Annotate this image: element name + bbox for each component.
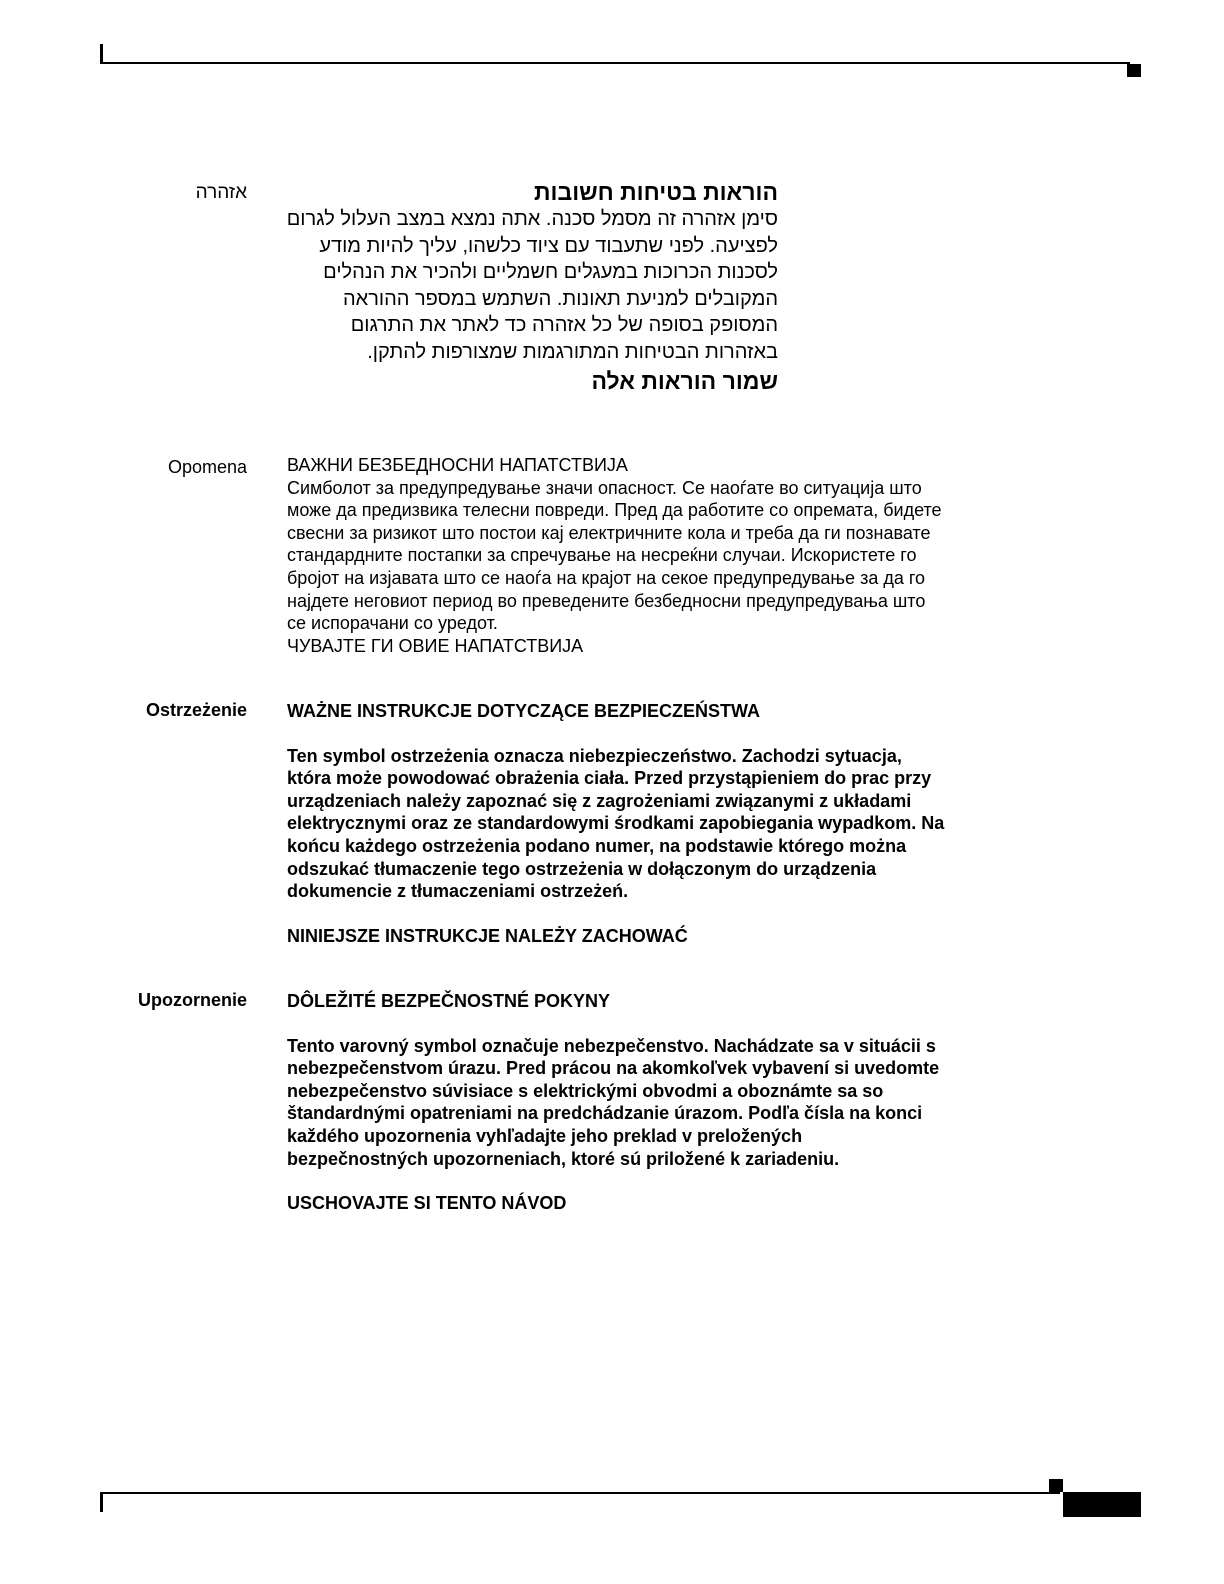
footer-left-tick [100,1492,103,1512]
header-corner-block [1127,64,1141,77]
polish-warning-title: WAŻNE INSTRUKCJE DOTYCZĄCE BEZPIECZEŃSTWA [287,701,761,721]
hebrew-warning-block [278,178,778,395]
header-rule [100,62,1130,64]
macedonian-warning-save: ЧУВАЈТЕ ГИ ОВИЕ НАПАТСТВИЈА [287,635,584,656]
polish-warning-body: Ten symbol ostrzeżenia oznacza niebezpieczeństwo. Zachodzi sytuacja, która może powodować obrażenia ciała. Przed przystąpieniem do prac przy urządzeniach należy zapoznać się z zagrożeniami związanymi z układami elektrycznymi oraz ze standardowymi środkami zapobiegania wypadkom. Na końcu każdego ostrzeżenia podano numer, na podstawie którego można odszukać tłumaczenie tego ostrzeżenia w dołączonym do urządzenia dokumencie z tłumaczeniami ostrzeżeń. [287,745,945,902]
macedonian-warning-label: Opomena [167,457,247,477]
footer-rule [100,1492,1060,1494]
polish-warning-save: NINIEJSZE INSTRUKCJE NALEŻY ZACHOWAĆ [287,925,688,946]
footer-corner-block [1049,1479,1063,1492]
macedonian-warning-body: Симболот за предупредување значи опасност. Се наоѓате во ситуација што може да предизвика телесни повреди. Пред да работите со опремата, бидете свесни за ризикот што постои кај електричните кола и треба да ги познавате стандардните постапки за спречување на несреќни случаи. Искористете го бројот на изјавата што се наоѓа на крајот на секое предупредување за да го најдете неговиот период во преведените безбедносни предупредувања што се испорачани со уредот. [287,477,942,634]
slovak-warning-body: Tento varovný symbol označuje nebezpečenstvo. Nachádzate sa v situácii s nebezpečenstvom úrazu. Pred prácou na akomkoľvek vybavení si uvedomte nebezpečenstvo súvisiace s elektrickými obvodmi a oboznámte sa so štandardnými opatreniami na predchádzanie úrazom. Podľa čísla na konci každého upozornenia vyhľadajte jeho preklad v preložených bezpečnostných upozorneniach, ktoré sú priložené k zariadeniu. [287,1035,940,1169]
hebrew-warning-save: שמור הוראות אלה [591,368,778,394]
hebrew-warning-body: סימן אזהרה זה מסמל סכנה. אתה נמצא במצב העלול לגרום לפציעה. לפני שתעבוד עם ציוד כלשהו, עליך להיות מודע לסכנות הכרוכות במעגלים חשמליים ולהכיר את הנהלים המקובלים למניעת תאונות. השתמש במספר ההוראה המסופק בסופה של כל אזהרה כד לאתר את התרגום באזהרות הבטיחות המתורגמות שמצורפות להתקן. [286,208,778,363]
hebrew-warning-title: הוראות בטיחות חשובות [534,179,778,205]
macedonian-warning-block [287,454,947,657]
polish-warning-block [287,700,947,947]
footer-page-tab [1063,1492,1141,1517]
macedonian-warning-title: ВАЖНИ БЕЗБЕДНОСНИ НАПАТСТВИЈА [287,455,628,475]
slovak-warning-label: Upozornenie [137,990,247,1010]
slovak-warning-save: USCHOVAJTE SI TENTO NÁVOD [287,1193,567,1214]
slovak-warning-title: DÔLEŽITÉ BEZPEČNOSTNÉ POKYNY [287,991,611,1011]
polish-warning-label: Ostrzeżenie [145,700,247,720]
header-left-tick [100,44,103,64]
slovak-warning-block [287,990,947,1215]
hebrew-warning-label: אזהרה [195,182,247,203]
